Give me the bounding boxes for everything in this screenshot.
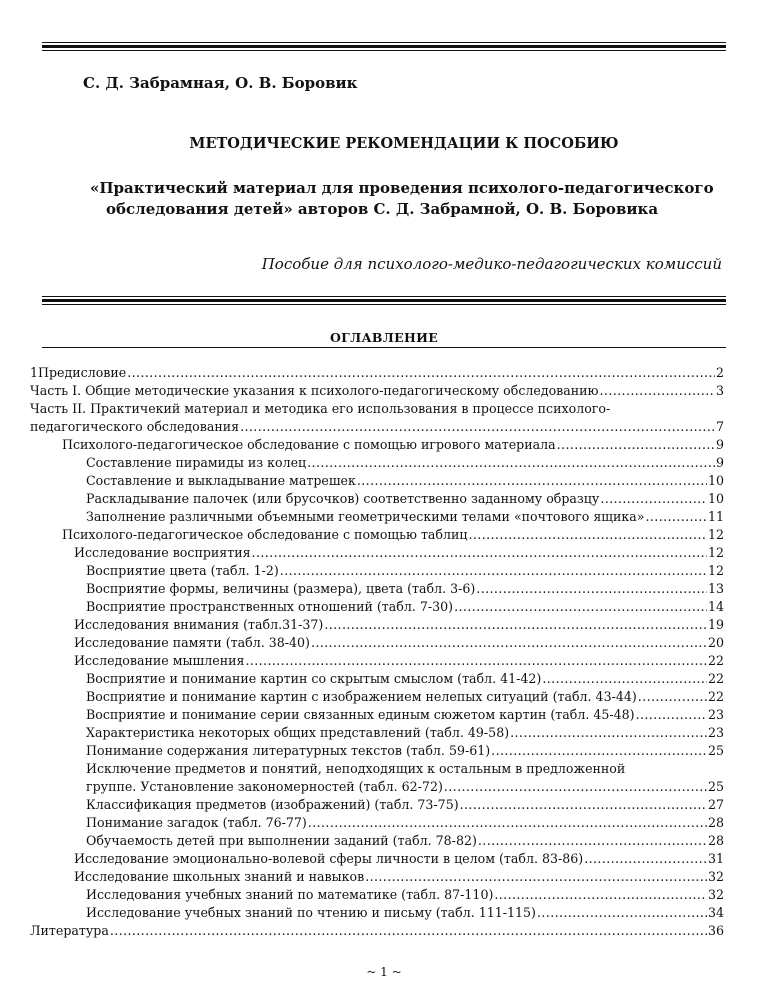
toc-heading-rule: [42, 347, 726, 348]
toc-entry[interactable]: [30, 886, 724, 904]
toc-entry-page: 12: [707, 545, 724, 560]
toc-entry[interactable]: [30, 724, 724, 742]
toc-entry-page: 23: [707, 725, 724, 740]
toc-entry-page: 25: [707, 743, 724, 758]
toc-dot-leader: [491, 742, 707, 760]
toc-entry[interactable]: [30, 814, 724, 832]
toc-entry-page: 12: [707, 527, 724, 542]
toc-entry[interactable]: [30, 796, 724, 814]
subtitle-line-2: обследования детей» авторов С. Д. Забрамной, О. В. Боровика: [106, 200, 659, 218]
toc-entry-page: 25: [707, 779, 724, 794]
toc-dot-leader: [454, 598, 707, 616]
toc-dot-leader: [510, 724, 707, 742]
toc-entry-page: 9: [715, 437, 724, 452]
page-title: МЕТОДИЧЕСКИЕ РЕКОМЕНДАЦИИ К ПОСОБИЮ: [189, 135, 619, 152]
toc-entry[interactable]: [30, 436, 724, 454]
toc-dot-leader: [357, 472, 707, 490]
toc-entry-page: 36: [707, 923, 724, 938]
toc-entry-page: 10: [707, 491, 724, 506]
toc-dot-leader: [252, 544, 707, 562]
toc-entry-title: Восприятие и понимание картин с изображением нелепых ситуаций (табл. 43-44): [86, 689, 637, 704]
toc-entry[interactable]: [30, 634, 724, 652]
toc-entry-page: 13: [707, 581, 724, 596]
toc-entry-page: 9: [715, 455, 724, 470]
toc-entry[interactable]: [30, 562, 724, 580]
toc-dot-leader: [584, 850, 707, 868]
toc-dot-leader: [444, 778, 707, 796]
toc-dot-leader: [542, 670, 707, 688]
toc-entry-title: Исследование памяти (табл. 38-40): [74, 635, 310, 650]
toc-entry-title: Восприятие цвета (табл. 1-2): [86, 563, 279, 578]
toc-dot-leader: [557, 436, 715, 454]
toc-entry-title: Обучаемость детей при выполнении заданий (табл. 78-82): [86, 833, 477, 848]
toc-entry-page: 28: [707, 815, 724, 830]
toc-entry[interactable]: [30, 868, 724, 886]
middle-rule: [42, 296, 726, 307]
toc-entry-title: Восприятие и понимание картин со скрытым смыслом (табл. 41-42): [86, 671, 542, 686]
toc-entry[interactable]: [30, 616, 724, 634]
toc-entry-title: Составление и выкладывание матрешек: [86, 473, 356, 488]
toc-entry-title: Часть I. Общие методические указания к психолого-педагогическому обследованию: [30, 383, 599, 398]
toc-entry-page: 32: [707, 887, 724, 902]
toc-dot-leader: [636, 706, 707, 724]
toc-dot-leader: [469, 526, 707, 544]
toc-dot-leader: [365, 868, 707, 886]
toc-entry-page: 12: [707, 563, 724, 578]
toc-entry-title-cont: группе. Установление закономерностей (табл. 62-72): [86, 779, 443, 794]
toc-entry-title: Психолого-педагогическое обследование с помощью таблиц: [62, 527, 468, 542]
toc-dot-leader: [280, 562, 707, 580]
toc-entry-title: Часть II. Практичекий материал и методика его использования в процессе психолого-: [30, 401, 611, 416]
toc-entry[interactable]: [30, 652, 724, 670]
toc-entry[interactable]: [30, 472, 724, 490]
toc-dot-leader: [638, 688, 707, 706]
purpose-note: Пособие для психолого-медико-педагогических комиссий: [261, 255, 722, 273]
toc-entry[interactable]: [30, 832, 724, 850]
toc-entry-page: 28: [707, 833, 724, 848]
toc-entry-title: Составление пирамиды из колец: [86, 455, 307, 470]
toc-entry-title: Литература: [30, 923, 109, 938]
toc-entry[interactable]: [30, 598, 724, 616]
toc-entry-title: Восприятие пространственных отношений (табл. 7-30): [86, 599, 454, 614]
toc-entry[interactable]: [30, 454, 724, 472]
toc-entry[interactable]: [30, 580, 724, 598]
toc-dot-leader: [245, 652, 707, 670]
toc-dot-leader: [494, 886, 707, 904]
toc-entry[interactable]: [30, 526, 724, 544]
toc-entry[interactable]: [30, 508, 724, 526]
toc-entry-title: Исследование мышления: [74, 653, 245, 668]
toc-entry-page: 10: [707, 473, 724, 488]
toc-entry[interactable]: [30, 922, 724, 940]
toc-entry-title: Раскладывание палочек (или брусочков) соответственно заданному образцу: [86, 491, 600, 506]
toc-entry-title-cont: педагогического обследования: [30, 419, 240, 434]
toc-entry[interactable]: [30, 364, 724, 382]
toc-entry-page: 34: [707, 905, 724, 920]
toc-entry-title: Классификация предметов (изображений) (табл. 73-75): [86, 797, 459, 812]
toc-entry[interactable]: [30, 904, 724, 922]
toc-entry-title: Исследование школьных знаний и навыков: [74, 869, 365, 884]
toc-dot-leader: [537, 904, 707, 922]
subtitle-line-1: «Практический материал для проведения психолого-педагогического: [90, 179, 714, 197]
toc-entry-page: 3: [715, 383, 724, 398]
toc-entry-page: 19: [707, 617, 724, 632]
authors: С. Д. Забрамная, О. В. Боровик: [83, 74, 358, 92]
toc-dot-leader: [600, 490, 707, 508]
toc-entry-title: 1Предисловие: [30, 365, 127, 380]
toc-entry-title: Исследование эмоционально-волевой сферы личности в целом (табл. 83-86): [74, 851, 584, 866]
toc-dot-leader: [476, 580, 707, 598]
toc-dot-leader: [307, 454, 715, 472]
toc-entry-page: 7: [715, 419, 724, 434]
toc-dot-leader: [240, 418, 715, 436]
toc-entry-page: 22: [707, 689, 724, 704]
toc-dot-leader: [478, 832, 707, 850]
toc-entry-page: 11: [707, 509, 724, 524]
toc-heading: ОГЛАВЛЕНИЕ: [329, 330, 439, 345]
toc-dot-leader: [308, 814, 707, 832]
toc-dot-leader: [460, 796, 707, 814]
toc-entry-title: Заполнение различными объемными геометрическими телами «почтового ящика»: [86, 509, 645, 524]
toc-dot-leader: [600, 382, 715, 400]
toc-entry-title: Исключение предметов и понятий, неподходящих к остальным в предложенной: [86, 761, 626, 776]
toc-dot-leader: [324, 616, 707, 634]
toc-entry-page: 22: [707, 671, 724, 686]
toc-entry-title: Исследования внимания (табл.31-37): [74, 617, 324, 632]
toc-entry[interactable]: [30, 382, 724, 400]
toc-entry-title: Восприятие и понимание серии связанных единым сюжетом картин (табл. 45-48): [86, 707, 635, 722]
toc-entry-title: Понимание загадок (табл. 76-77): [86, 815, 307, 830]
toc-entry[interactable]: [30, 760, 724, 796]
toc-dot-leader: [311, 634, 707, 652]
table-of-contents: [30, 364, 724, 940]
toc-entry-title: Характеристика некоторых общих представлений (табл. 49-58): [86, 725, 510, 740]
top-rule: [42, 42, 726, 53]
subtitle: [90, 178, 714, 220]
toc-entry-title: Исследование учебных знаний по чтению и письму (табл. 111-115): [86, 905, 536, 920]
toc-entry-title: Восприятие формы, величины (размера), цвета (табл. 3-6): [86, 581, 476, 596]
toc-entry-title: Понимание содержания литературных текстов (табл. 59-61): [86, 743, 491, 758]
toc-entry-page: 31: [707, 851, 724, 866]
toc-entry-page: 22: [707, 653, 724, 668]
toc-entry-title: Психолого-педагогическое обследование с помощью игрового материала: [62, 437, 556, 452]
toc-entry[interactable]: [30, 544, 724, 562]
toc-entry[interactable]: [30, 742, 724, 760]
toc-entry[interactable]: [30, 670, 724, 688]
toc-entry[interactable]: [30, 688, 724, 706]
toc-entry[interactable]: [30, 706, 724, 724]
toc-dot-leader: [646, 508, 707, 526]
toc-entry-page: 14: [707, 599, 724, 614]
toc-entry-page: 2: [715, 365, 724, 380]
page-number: ~ 1 ~: [366, 965, 402, 979]
toc-entry[interactable]: [30, 400, 724, 436]
toc-dot-leader: [127, 364, 715, 382]
toc-entry-page: 27: [707, 797, 724, 812]
toc-entry-title: Исследование восприятия: [74, 545, 251, 560]
toc-entry[interactable]: [30, 490, 724, 508]
toc-entry-page: 32: [707, 869, 724, 884]
toc-entry-title: Исследования учебных знаний по математике (табл. 87-110): [86, 887, 494, 902]
toc-entry-page: 23: [707, 707, 724, 722]
toc-dot-leader: [110, 922, 707, 940]
toc-entry[interactable]: [30, 850, 724, 868]
toc-entry-page: 20: [707, 635, 724, 650]
